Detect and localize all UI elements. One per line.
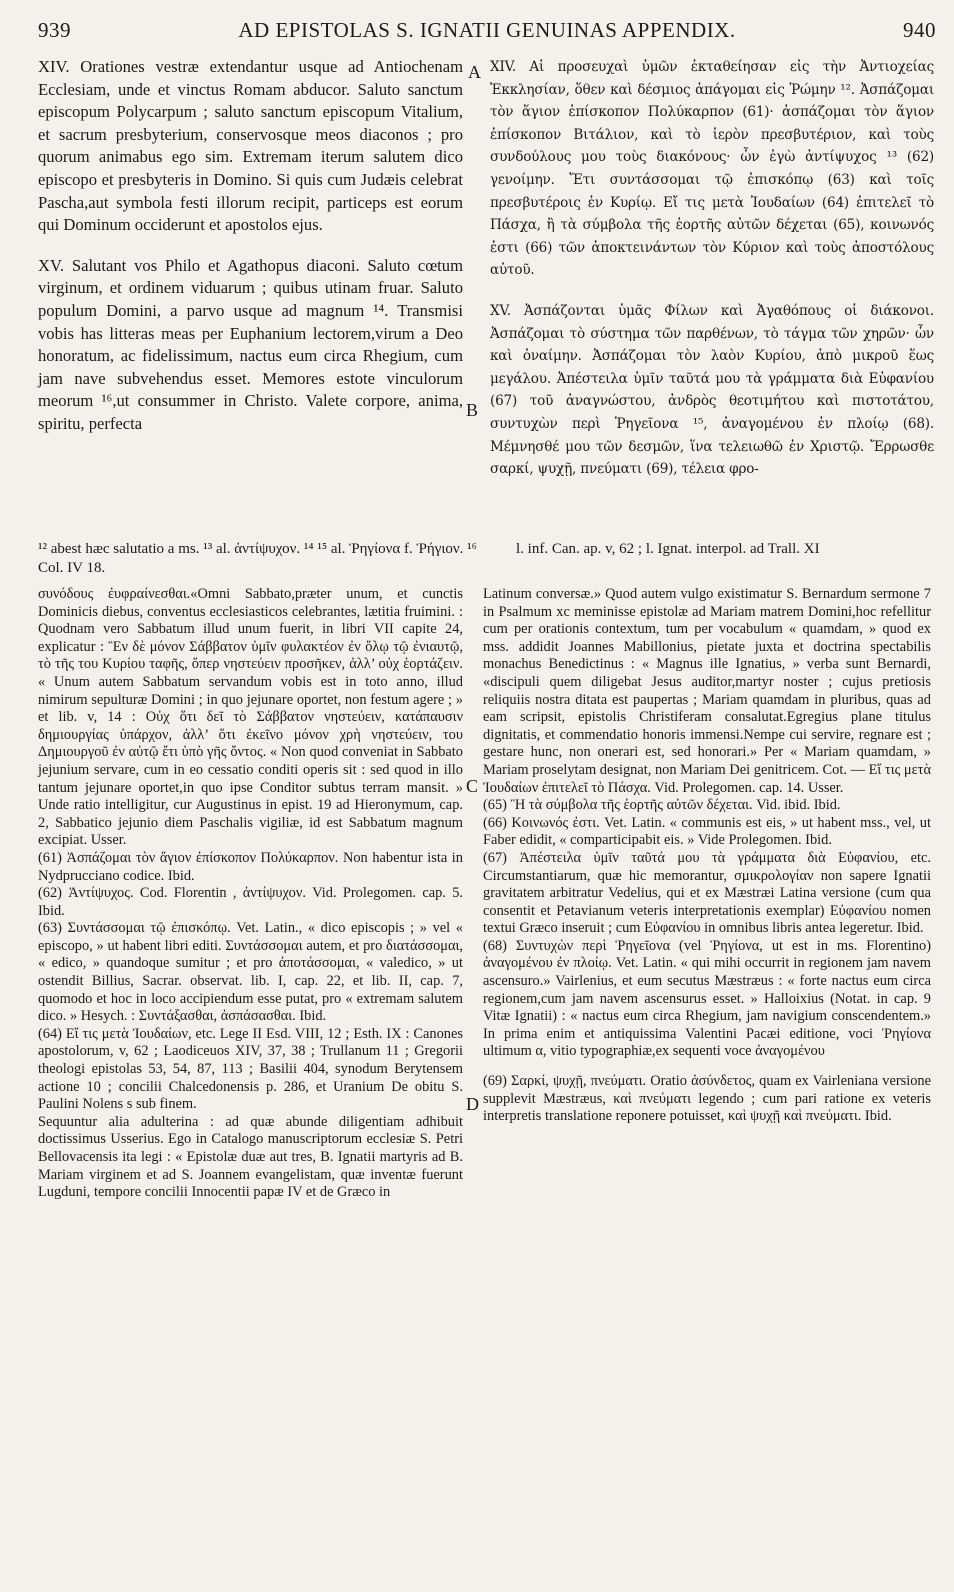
greek-chapter-15: XV. Ἀσπάζονται ὑμᾶς Φίλων καὶ Ἀγαθόπους οἱ διάκονοι. Ἀσπάζομαι τὸ σύστημα τῶν παρθένων, τὸ τάγμα τῶν χηρῶν· ὧν καὶ ὀναίμην. Ἀσπάζομαι τὸν λαὸν Κυρίου, ἀπὸ μικροῦ ἕως μεγάλου. Ἀπέστειλα ὑμῖν ταῦτά μου τὰ γράμματα διὰ Εὐφανίου (67) τοῦ ἀναγνώστου, ἀνδρὸς θεοτιμήτου καὶ πιστοτάτου, συντυχὼν περὶ Ῥηγεῖονα ¹⁵, ἀναγομένου ἐν πλοίῳ (68). Μέμνησθέ μου τῶν δεσμῶν, ἵνα τελειωθῶ ἐν Χριστῷ. Ἔρρωσθε σαρκί, ψυχῇ, πνεύματι (69), τέλεια φρο-	[490, 302, 934, 478]
note-63: (63) Συντάσσομαι τῷ ἐπισκόπῳ. Vet. Latin., « dico episcopis ; » vel « episcopo, » ut habent libri editi. Συντάσσομαι autem, et pro διατάσσομαι, « edico, » quandoque sumitur ; et pro ἀποτάσσομαι, « valedico, » ut ostendit Billius, Sacrar. observat. lib. I, cap. 22, et lib. II, cap. 7, quomodo et hoc in loco accipiendum esse putat, pro « extremam salutem dico. » Hesych. : Συντάξασθαι, ἀσπάσασθαι. Ibid.	[38, 920, 463, 1025]
margin-marker-d: D	[466, 1094, 479, 1114]
note-paragraph: συνόδους ἐυφραίνεσθαι.«Omni Sabbato,præter unum, et cunctis Dominicis diebus, conventus ecclesiasticos celebrantes, lætitia fruimini. : Quodnam vero Sabbatum illud unum fuerit, in libri VII capite 24, explicatur : Ἓν δὲ μόνον Σάββατον ὑμῖν φυλακτέον ἐν ὅλῳ τῷ ἐνιαυτῷ, τὸ τῆς του Κυρίου ταφῆς, ὅπερ νηστεύειν προσῆκεν, ἀλλ’ οὐχ ἑορτάζειν. « Unum autem Sabbatum servandum vobis est in toto anno, illud nimirum sepulturæ Domini ; in quo jejunare oportet, non festum agere ; » et lib. v, 14 : Οὐχ ὅτι δεῖ τὸ Σάββατον νηστεύειν, κατάπαυσιν δημιουργίας ὑπάρχον, ἀλλ’ ὅτι ἐκεῖνο μόνον χρὴ νηστεύειν, του Δημιουργοῦ ἐν αὐτῷ ἔτι ὑπὸ γῆς ὄντος. « Non quod conveniat in Sabbato jejunium servare, cum in eo cessatio conditi operis sit : sed quod in illo tantum jejunare oportet,in quo ipse Conditor subtus terram mansit. » Unde ratio intelligitur, cur Augustinus in epist. 19 ad Hieronymum, cap. 2, Sabbatico jejunio diem Paschalis vigiliæ, id est Sabbatum magnum excipiat. Usser.	[38, 586, 463, 849]
note-sequuntur: Sequuntur alia adulterina : ad quæ abunde diligentiam adhibuit doctissimus Usserius. Ego in Catalogo manuscriptorum ecclesiæ S. Petri Bellovacensis ita legi : « Epistolæ duæ aut tres, B. Ignatii martyris ad B. Mariam virginem et ad S. Joannem evangelistam, quæ inventæ fuerunt Lugduni, tempore concilii Innocentii papæ IV et de Græco in	[38, 1113, 463, 1201]
page-header	[38, 18, 936, 44]
footnotes-left: ¹² abest hæc salutatio a ms. ¹³ al. ἀντίψυχον. ¹⁴ ¹⁵ al. Ῥηγίονα f. Ῥήγιον. ¹⁶ Col. IV 18.	[38, 541, 477, 576]
note-62: (62) Ἀντίψυχος. Cod. Florentin , ἀντίψυχον. Vid. Prolegomen. cap. 5. Ibid.	[38, 885, 463, 919]
margin-marker-c: C	[466, 776, 479, 796]
page-number-left: 939	[38, 18, 71, 42]
footnotes-right: l. inf. Can. ap. v, 62 ; l. Ignat. interpol. ad Trall. XI	[516, 541, 820, 557]
latin-chapter-14: XIV. Orationes vestræ extendantur usque ad Antiochenam Ecclesiam, unde et vinctus Romam abducor. Saluto sanctum episcopum Polycarpum ; saluto sanctum episcopum Vitalium, et sacrum presbyterium, conservosque meos diaconos ; pro quorum animabus ego sim. Extremam iterum salutem dico episcopo et presbyteris in Domino. Si quis cum Judæis celebrat Pascha,aut symbola festi illorum recipit, particeps est eorum qui Dominum occiderunt et apostolos ejus.	[38, 57, 463, 235]
latin-chapter-15: XV. Salutant vos Philo et Agathopus diaconi. Saluto cœtum virginum, et ordinem viduarum ; quibus utinam fruar. Saluto populum Domini, a parvo usque ad magnum ¹⁴. Transmisi vobis has litteras meas per Euphanium lectorem,virum a Deo honoratum, ac fidelissimum, nactus eum circa Rhegium, cum jam nave subvehendus esset. Memores estote vinculorum meorum ¹⁶,ut consummer in Christo. Valete corpore, anima, spiritu, perfecta	[38, 255, 463, 433]
note-65: (65) Ἢ τὰ σύμβολα τῆς ἑορτῆς αὐτῶν δέχεται. Vid. ibid. Ibid.	[483, 797, 841, 814]
note-69: (69) Σαρκί, ψυχῇ, πνεύματι. Oratio ἀσύνδετος, quam ex Vairleniana versione supplevit Mæstræus, καὶ πνεύματι legendo ; cum pari ratione ex veteris interpretis translatione reponere potuisset, καὶ ψυχῇ καὶ πνεύματι. Ibid.	[483, 1073, 931, 1125]
margin-marker-b: B	[466, 400, 479, 420]
note-66: (66) Κοινωνός ἐστι. Vet. Latin. « communis est eis, » ut habent mss., vel, ut Faber edidit, « comparticipabit eis. » Vide Prolegomen. Ibid.	[483, 814, 931, 849]
notes-column-left	[38, 586, 463, 1202]
margin-marker-a: A	[468, 62, 481, 82]
running-title: AD EPISTOLAS S. IGNATII GENUINAS APPENDIX.	[238, 18, 736, 42]
notes-column-right	[483, 586, 931, 1126]
note-68: (68) Συντυχὼν περὶ Ῥηγεῖονα (vel Ῥηγίονα, ut est in ms. Florentino) ἀναγομένου ἐν πλοίῳ. Vet. Latin. « qui mihi occurrit in regionem jam navem ascensuro.» Vairlenius, et eum secutus Mæstræus : « forte nactus eum circa regionem,cum jam navem ascensurus esset. » Halloixius (Notat. in cap. 9 Vitæ Ignatii) : « nactus eum circa Rhegium, jam navigium conscendentem.» In prima enim et antiquissima Valentini Pacæi editione, voci Ῥηγίονα ultimum α, vitio typographiæ,ex sequenti voce ἀναγομένου	[483, 937, 931, 1060]
page-number-right: 940	[903, 18, 936, 42]
note-paragraph: Latinum conversæ.» Quod autem vulgo existimatur S. Bernardum sermone 7 in Psalmum xc meminisse epistolæ ad Mariam matrem Domini,hoc refellitur cum per orationis contextum, tum per vocabulum « quamdam, » quod ex mss. addidit Joannes Mabillonius, pietate juxta et doctrina spectabilis monachus Benedictinus : « Magnus ille Ignatius, » verba sunt Bernardi, «discipuli quem diligebat Jesus auditor,martyr noster ; cujus pretiosis reliquiis nostra ditata est paupertas ; Mariam quamdam in pluribus, quas ad eam scripsit, epistolis Christiferam consalutat.Egregius plane titulus dignitatis, et commendatio honoris immensi.Nempe cui servire, regnare est ; gestare hunc, non onerari est, sed honorari.» Per « Mariam quamdam, » Mariam proselytam designat, non Mariam Dei genitricem. Cot. — Εἴ τις μετὰ Ἰουδαίων ἐπιτελεῖ τὸ Πάσχα. Vid. Prolegomen. cap. 14. Usser.	[483, 586, 931, 796]
latin-text-column	[38, 56, 463, 436]
greek-text-column	[490, 56, 934, 481]
note-64: (64) Εἴ τις μετὰ Ἰουδαίων, etc. Lege II Esd. VIII, 12 ; Esth. IX : Canones apostolorum, v, 62 ; Laodiceuos XIV, 37, 38 ; Trullanum 11 ; Gregorii theologi epistolas 53, 54, 87, 113 ; Basilii 404, synodum Berytensem actione 10 ; concilii Chalcedonensis p. 286, et Uranium De obitu S. Paulini Nolens s sub finem.	[38, 1025, 463, 1113]
greek-chapter-14: XIV. Αἱ προσευχαὶ ὑμῶν ἐκταθείησαν εἰς τὴν Ἀντιοχείας Ἐκκλησίαν, ὅθεν καὶ δέσμιος ἀπάγομαι εἰς Ῥώμην ¹². Ἀσπάζομαι τὸν ἅγιον ἐπίσκοπον Πολύκαρπον (61)· ἀσπάζομαι τὸν ἅγιον ἐπίσκοπον Βιτάλιον, καὶ τὸ ἱερὸν πρεσβυτέριον, καὶ τοὺς συνδούλους μου τοὺς διακόνους· ὧν ἐγὼ ἀντίψυχος ¹³ (62) γενοίμην. Ἔτι συντάσσομαι τῷ ἐπισκόπῳ (63) καὶ τοῖς πρεσβυτέροις ἐν Κυρίῳ. Εἴ τις μετὰ Ἰουδαίων (64) ἐπιτελεῖ τὸ Πάσχα, ἢ τὰ σύμβολα τῆς ἑορτῆς αὐτῶν δέχεται (65), κοινωνός ἐστι (66) τῶν ἀποκτεινάντων τὸν Κύριον καὶ τοὺς ἀποστόλους αὐτοῦ.	[490, 59, 934, 279]
note-61: (61) Ἀσπάζομαι τὸν ἅγιον ἐπίσκοπον Πολύκαρπον. Non habentur ista in Nydprucciano codice. Ibid.	[38, 849, 463, 884]
note-67: (67) Ἀπέστειλα ὑμῖν ταῦτά μου τὰ γράμματα διὰ Εὐφανίου, etc. Circumstantiarum, quæ hic memorantur, σμικρολογίαν non sapere Ignatii gravitatem arbitratur Vedelius, qui et ex Mæstræi Latina versione (cum qua consentit et Petavianum veteris interpretationis exemplar) Εὐφανίου nomen textui Græco inseruit ; cum Εὐφανίου in omnibus libris antea legeretur. Ibid.	[483, 849, 931, 937]
